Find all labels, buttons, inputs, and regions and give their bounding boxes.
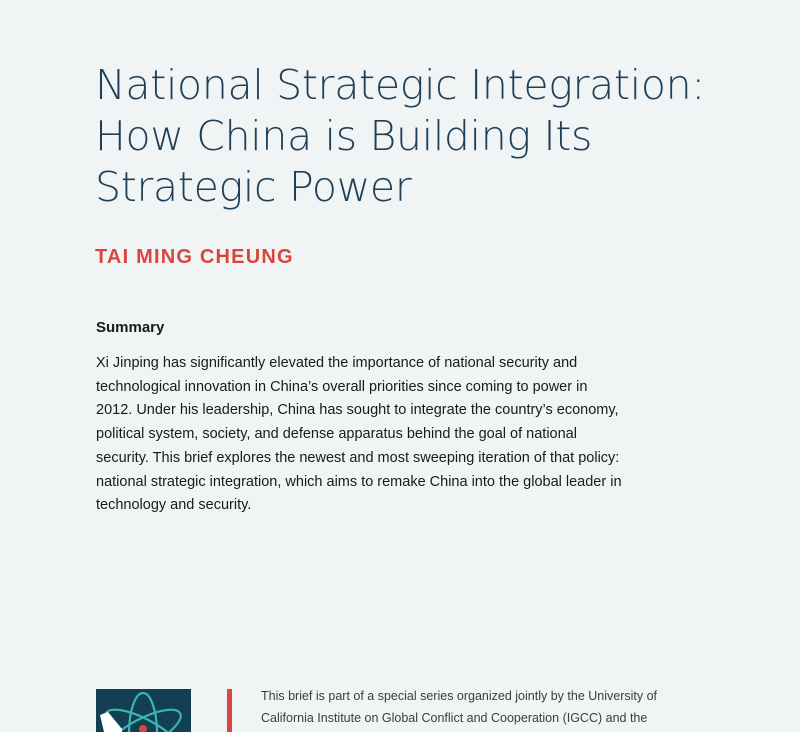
summary-line: technological innovation in China’s overall priorities since coming to power in (96, 378, 588, 395)
accent-divider (227, 689, 232, 732)
summary-heading: Summary (96, 319, 165, 336)
title-line: How China is Building Its (95, 112, 593, 160)
summary-line: technology and security. (96, 497, 252, 514)
series-note-line: California Institute on Global Conflict and Cooperation (IGCC) and the (261, 711, 648, 725)
summary-line: national strategic integration, which aims to remake China into the global leader in (96, 473, 622, 490)
series-note-line: This brief is part of a special series organized jointly by the University of (261, 689, 658, 703)
summary-line: Xi Jinping has significantly elevated the importance of national security and (96, 355, 578, 371)
series-note (261, 685, 701, 729)
report-title (95, 60, 735, 213)
atom-orbit-logo-icon (96, 689, 191, 732)
summary-line: 2012. Under his leadership, China has sought to integrate the country’s economy, (96, 402, 619, 419)
summary-line: political system, society, and defense apparatus behind the goal of national (96, 426, 577, 443)
summary-line: security. This brief explores the newest and most sweeping iteration of that policy: (96, 449, 620, 466)
author-name: TAI MING CHEUNG (95, 246, 294, 268)
title-line: National Strategic Integration: (95, 61, 705, 109)
title-line: Strategic Power (95, 163, 412, 211)
summary-paragraph (96, 352, 656, 518)
